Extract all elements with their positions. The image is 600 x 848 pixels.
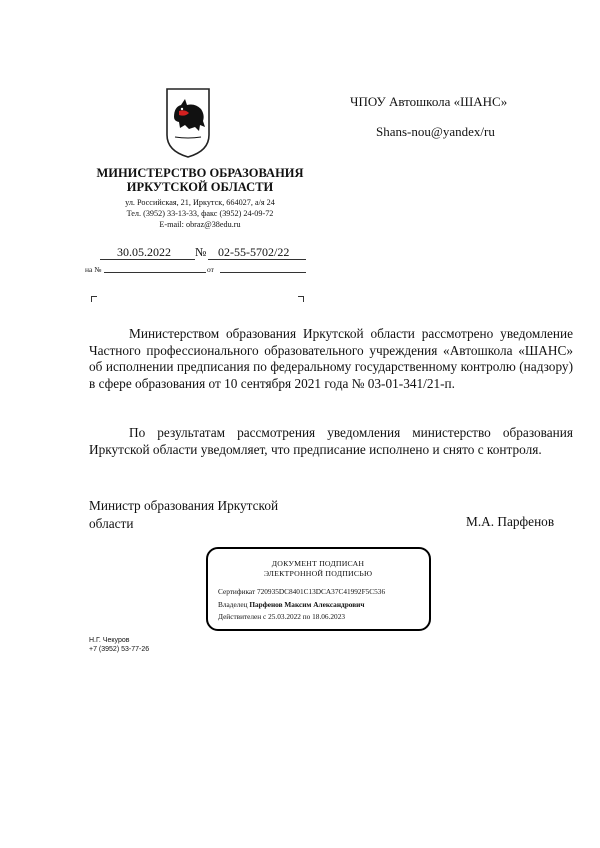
- stamp-certificate: [218, 587, 385, 596]
- signer-name: М.А. Парфенов: [466, 514, 555, 529]
- reference-date-underline: [220, 272, 306, 273]
- valid-to-label: по: [302, 612, 311, 621]
- signer-title-line1: Министр образования Иркутской: [89, 498, 279, 513]
- body-paragraph-1: Министерством образования Иркутской области рассмотрено уведомление Частного профессионального образовательного учреждения «Автошкола «ШАНС» об исполнении предписания по федеральному государственному контролю (надзору) в сфере образования от 10 сентября 2021 года № 03-01-341/21-п.: [89, 326, 573, 391]
- ministry-name-line2: ИРКУТСКОЙ ОБЛАСТИ: [126, 180, 274, 194]
- ministry-name: [80, 166, 320, 194]
- ministry-contacts: [80, 197, 320, 230]
- stamp-validity: [218, 612, 345, 621]
- number-underline: [208, 259, 306, 260]
- executor-phone: +7 (3952) 53-77-26: [89, 646, 150, 653]
- subject-corner-right: [298, 296, 304, 302]
- reference-number-underline: [104, 272, 206, 273]
- valid-to-date: 18.06.2023: [312, 612, 345, 621]
- ministry-phones: Тел. (3952) 33-13-33, факс (3952) 24-09-72: [126, 209, 274, 218]
- coat-of-arms-icon: [165, 87, 211, 159]
- certificate-value: 720935DC8401C13DCA37C41992F5C536: [256, 587, 386, 596]
- stamp-title: [208, 559, 428, 579]
- recipient-email: Shans-nou@yandex/ru: [376, 124, 495, 139]
- registration-date: 30.05.2022: [117, 245, 171, 259]
- owner-label: Владелец: [218, 600, 248, 609]
- ministry-address: ул. Российская, 21, Иркутск, 664027, а/я 24: [125, 198, 275, 207]
- registration-number: 02-55-5702/22: [218, 245, 290, 259]
- electronic-signature-stamp: [206, 547, 431, 631]
- stamp-title-line2: ЭЛЕКТРОННОЙ ПОДПИСЬЮ: [263, 569, 373, 578]
- ministry-email: E-mail: obraz@38edu.ru: [159, 220, 241, 229]
- certificate-label: Сертификат: [218, 587, 256, 596]
- owner-value: Парфенов Максим Александрович: [249, 600, 365, 609]
- ministry-name-line1: МИНИСТЕРСТВО ОБРАЗОВАНИЯ: [96, 166, 304, 180]
- recipient-name: ЧПОУ Автошкола «ШАНС»: [350, 94, 508, 109]
- reference-number-label: на №: [85, 265, 102, 274]
- signer-title-line2: области: [89, 516, 134, 531]
- date-underline: [100, 259, 195, 260]
- stamp-owner: [218, 600, 365, 609]
- stamp-title-line1: ДОКУМЕНТ ПОДПИСАН: [271, 559, 365, 568]
- executor-name: Н.Г. Чекуров: [89, 637, 130, 644]
- registration-number-sign: №: [195, 245, 207, 259]
- subject-corner-left: [91, 296, 97, 302]
- body-paragraph-2: По результатам рассмотрения уведомления министерство образования Иркутской области уведомляет, что предписание исполнено и снято с контроля.: [89, 425, 573, 457]
- valid-from-date: 25.03.2022: [268, 612, 301, 621]
- signer-title: [89, 497, 319, 533]
- reference-date-label: от: [207, 265, 214, 274]
- valid-from-label: Действителен с: [218, 612, 267, 621]
